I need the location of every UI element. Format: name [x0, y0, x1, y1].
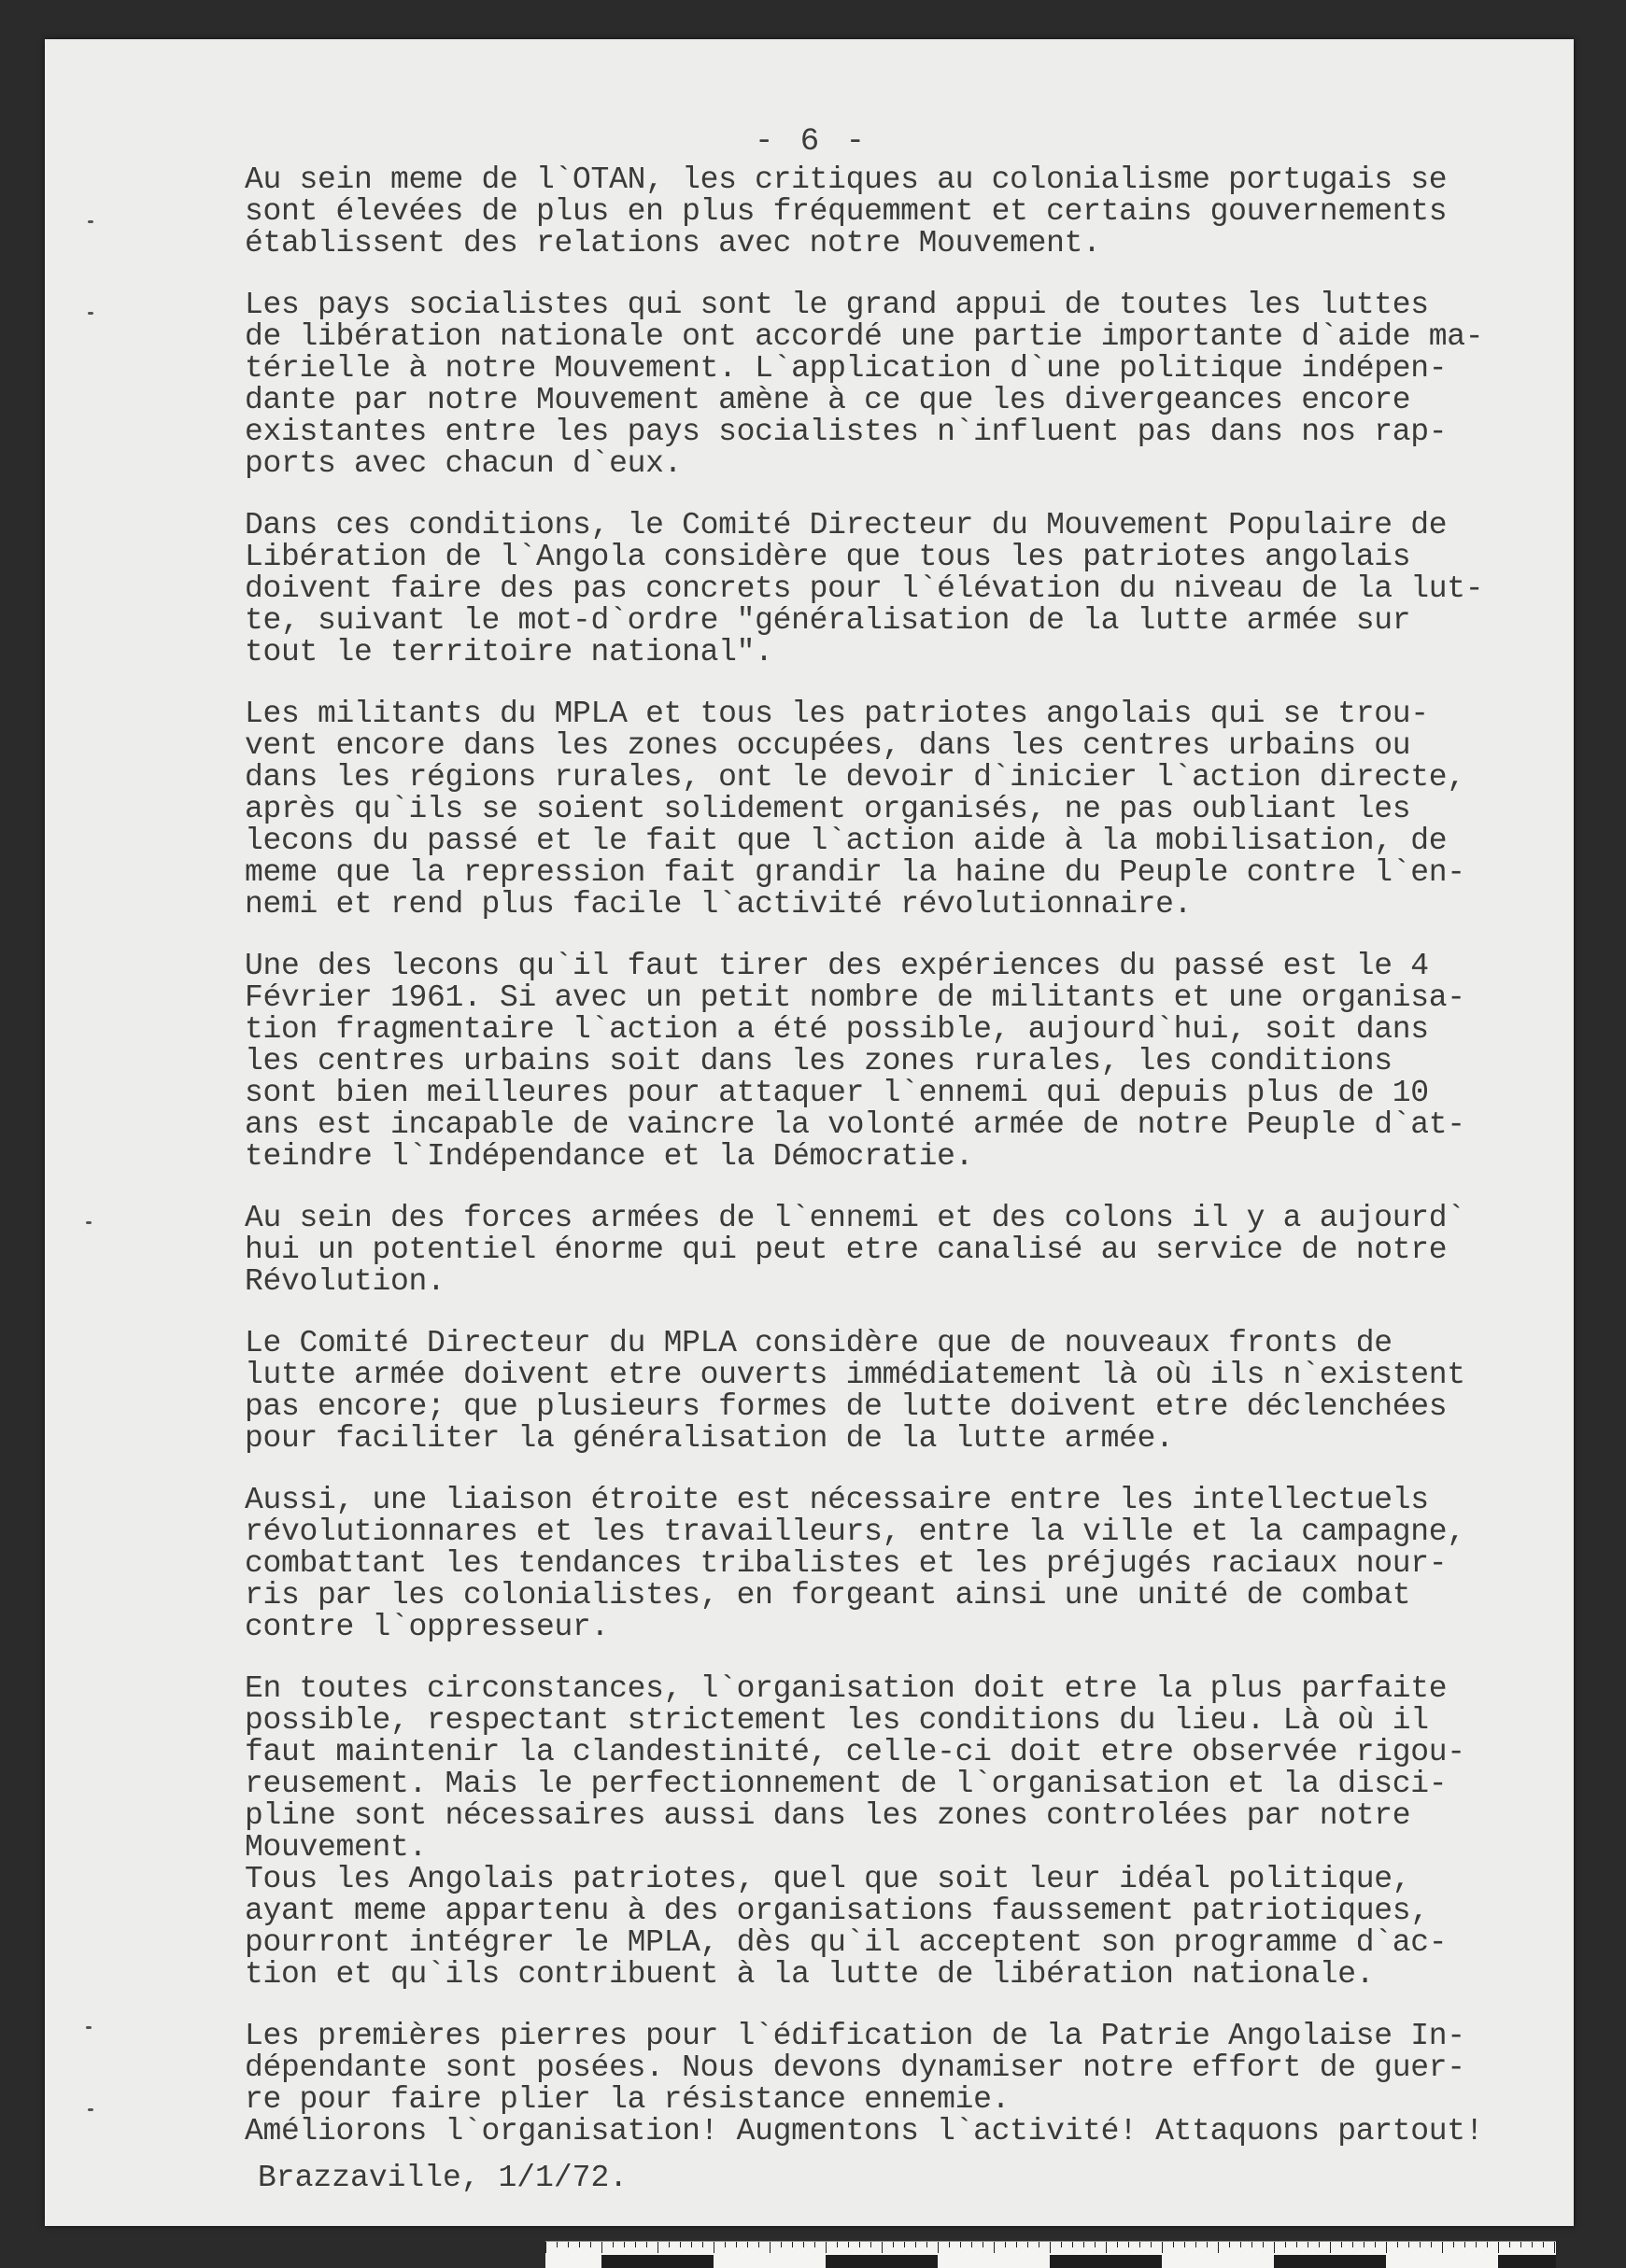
text-line: Aussi, une liaison étroite est nécessaire entre les intellectuels [245, 1483, 1429, 1517]
paragraph [245, 1485, 1534, 1643]
text-line: reusement. Mais le perfectionnement de l`organisation et la disci- [245, 1767, 1448, 1801]
text-line: Au sein des forces armées de l`ennemi et des colons il y a aujourd` [245, 1201, 1465, 1235]
ruler-tick [1050, 2242, 1051, 2253]
text-line: Tous les Angolais patriotes, quel que soit leur idéal politique, [245, 1862, 1411, 1896]
ruler-segment [601, 2255, 714, 2268]
ruler-tick [1251, 2242, 1252, 2247]
ruler-tick [1341, 2242, 1342, 2247]
ruler-tick [1263, 2242, 1264, 2247]
ruler-tick [1106, 2242, 1107, 2253]
ruler-tick [1431, 2242, 1432, 2247]
ruler-tick [613, 2242, 614, 2247]
ruler-tick [1520, 2242, 1521, 2247]
text-line: tion et qu`ils contribuent à la lutte de libération nationale. [245, 1957, 1375, 1992]
text-line: doivent faire des pas concrets pour l`élévation du niveau de la lut- [245, 571, 1484, 606]
scale-ruler [545, 2241, 1556, 2268]
ruler-tick [814, 2242, 815, 2247]
text-line: re pour faire plier la résistance ennemie. [245, 2082, 1011, 2117]
paragraph [245, 289, 1534, 480]
ruler-tick [938, 2242, 939, 2253]
ruler-tick [904, 2242, 905, 2247]
ruler-tick [736, 2242, 737, 2247]
ruler-tick [1386, 2242, 1387, 2253]
text-line: ans est incapable de vaincre la volonté armée de notre Peuple d`at- [245, 1107, 1465, 1142]
ruler-tick [949, 2242, 950, 2247]
margin-mark [88, 2108, 93, 2111]
ruler-tick [893, 2242, 894, 2247]
text-line: Une des lecons qu`il faut tirer des expériences du passé est le 4 [245, 949, 1429, 983]
ruler-tick [635, 2242, 636, 2247]
text-line: nemi et rend plus facile l`activité révolutionnaire. [245, 887, 1193, 922]
margin-mark [88, 312, 93, 315]
ruler-tick [1442, 2242, 1443, 2253]
ruler-tick [960, 2242, 961, 2247]
ruler-segment [1274, 2255, 1386, 2268]
text-line: après qu`ils se soient solidement organisés, ne pas oubliant les [245, 792, 1411, 826]
ruler-tick [926, 2242, 927, 2247]
ruler-tick [1532, 2242, 1533, 2247]
ruler-tick [870, 2242, 871, 2247]
ruler-tick [1117, 2242, 1118, 2247]
ruler-tick [1061, 2242, 1062, 2247]
text-line: hui un potentiel énorme qui peut etre canalisé au service de notre [245, 1233, 1448, 1267]
text-line: Dans ces conditions, le Comité Directeur du Mouvement Populaire de [245, 508, 1448, 542]
ruler-tick [1229, 2242, 1230, 2247]
ruler-tick [1375, 2242, 1376, 2247]
ruler-tick [680, 2242, 681, 2247]
paragraph [245, 698, 1534, 921]
text-line: vent encore dans les zones occupées, dans les centres urbains ou [245, 728, 1411, 763]
text-line: En toutes circonstances, l`organisation doit etre la plus parfaite [245, 1671, 1448, 1706]
text-line: meme que la repression fait grandir la haine du Peuple contre l`en- [245, 855, 1465, 890]
ruler-tick [971, 2242, 972, 2247]
ruler-tick [1207, 2242, 1208, 2247]
ruler-tick [1397, 2242, 1398, 2247]
text-line: ris par les colonialistes, en forgeant ainsi une unité de combat [245, 1578, 1411, 1613]
text-line: tout le territoire national". [245, 635, 773, 669]
ruler-tick [826, 2242, 827, 2253]
text-line: possible, respectant strictement les conditions du lieu. Là où il [245, 1703, 1429, 1738]
text-line: Mouvement. [245, 1830, 428, 1865]
text-line: établissent des relations avec notre Mouvement. [245, 226, 1101, 261]
text-line: ayant meme appartenu à des organisations faussement patriotiques, [245, 1894, 1429, 1928]
text-line: dans les régions rurales, ont le devoir d`inicier l`action directe, [245, 760, 1465, 795]
text-line: térielle à notre Mouvement. L`application d`une politique indépen- [245, 351, 1448, 386]
ruler-tick [1487, 2242, 1488, 2247]
text-line: tion fragmentaire l`action a été possible, aujourd`hui, soit dans [245, 1012, 1429, 1047]
ruler-tick [646, 2242, 647, 2247]
ruler-tick [837, 2242, 838, 2247]
ruler-tick [1296, 2242, 1297, 2247]
paragraph [245, 1673, 1534, 1991]
ruler-tick [1240, 2242, 1241, 2247]
ruler-tick [691, 2242, 692, 2247]
text-line: Révolution. [245, 1264, 445, 1299]
paragraph [245, 951, 1534, 1173]
ruler-tick [579, 2242, 580, 2247]
ruler-tick [1139, 2242, 1140, 2247]
ruler-tick [1083, 2242, 1084, 2247]
paragraph [245, 1203, 1534, 1298]
text-line: sont bien meilleures pour attaquer l`ennemi qui depuis plus de 10 [245, 1076, 1429, 1110]
text-line: Les pays socialistes qui sont le grand appui de toutes les luttes [245, 288, 1429, 322]
text-line: pourront intégrer le MPLA, dès qu`il acceptent son programme d`ac- [245, 1925, 1448, 1960]
text-line: Libération de l`Angola considère que tous les patriotes angolais [245, 540, 1411, 574]
text-line: révolutionnares et les travailleurs, entre la ville et la campagne, [245, 1514, 1465, 1549]
ruler-tick [557, 2242, 558, 2247]
ruler-tick [1319, 2242, 1320, 2247]
ruler-tick [1498, 2242, 1499, 2253]
ruler-tick [1218, 2242, 1219, 2253]
text-line: existantes entre les pays socialistes n`influent pas dans nos rap- [245, 415, 1448, 449]
ruler-tick [590, 2242, 591, 2247]
text-line: te, suivant le mot-d`ordre "généralisation de la lutte armée sur [245, 603, 1411, 638]
ruler-tick [770, 2242, 771, 2253]
text-line: les centres urbains soit dans les zones rurales, les conditions [245, 1044, 1393, 1078]
ruler-tick [545, 2242, 546, 2253]
ruler-tick [1195, 2242, 1196, 2247]
ruler-tick [1027, 2242, 1028, 2247]
ruler-tick [1330, 2242, 1331, 2253]
ruler-tick [1554, 2242, 1555, 2253]
ruler-tick [1151, 2242, 1152, 2247]
ruler-tick [1072, 2242, 1073, 2247]
margin-mark [86, 2026, 92, 2029]
text-line: lecons du passé et le fait que l`action aide à la mobilisation, de [245, 824, 1448, 858]
text-line: pour faciliter la généralisation de la lutte armée. [245, 1421, 1174, 1456]
text-line: pline sont nécessaires aussi dans les zones controlées par notre [245, 1798, 1411, 1833]
ruler-tick [1162, 2242, 1163, 2253]
ruler-tick [669, 2242, 670, 2247]
ruler-segment [1498, 2255, 1556, 2268]
ruler-tick [1543, 2242, 1544, 2247]
paragraph [245, 2021, 1534, 2148]
paragraph [245, 1328, 1534, 1455]
ruler-tick [848, 2242, 849, 2247]
paragraph [245, 164, 1534, 260]
ruler-tick [568, 2242, 569, 2247]
ruler-tick [781, 2242, 782, 2247]
ruler-tick [1016, 2242, 1017, 2247]
ruler-tick [1352, 2242, 1353, 2247]
paragraph [245, 510, 1534, 669]
ruler-tick [1420, 2242, 1421, 2247]
ruler-tick [1509, 2242, 1510, 2247]
ruler-tick [1184, 2242, 1185, 2247]
ruler-tick [702, 2242, 703, 2247]
ruler-tick [657, 2242, 658, 2253]
ruler-segment [1050, 2255, 1162, 2268]
ruler-tick [1095, 2242, 1096, 2247]
text-line: sont élevées de plus en plus fréquemment et certains gouvernements [245, 194, 1448, 229]
margin-mark [88, 220, 93, 223]
text-line: contre l`oppresseur. [245, 1610, 610, 1644]
text-line: pas encore; que plusieurs formes de lutte doivent etre déclenchées [245, 1389, 1448, 1424]
text-line: Les premières pierres pour l`édification de la Patrie Angolaise In- [245, 2019, 1465, 2053]
text-line: teindre l`Indépendance et la Démocratie. [245, 1139, 974, 1174]
ruler-tick [1476, 2242, 1477, 2247]
text-line: ports avec chacun d`eux. [245, 446, 683, 481]
ruler-tick [758, 2242, 759, 2247]
text-line: Au sein meme de l`OTAN, les critiques au colonialisme portugais se [245, 162, 1448, 197]
ruler-tick [601, 2242, 602, 2253]
ruler-tick [1464, 2242, 1465, 2247]
text-line: Février 1961. Si avec un petit nombre de militants et une organisa- [245, 980, 1465, 1015]
ruler-tick [803, 2242, 804, 2247]
document-body [245, 164, 1534, 2148]
ruler-segment [826, 2255, 938, 2268]
ruler-tick [994, 2242, 995, 2253]
text-line: de libération nationale ont accordé une partie importante d`aide ma- [245, 319, 1484, 354]
page-number: - 6 - [755, 124, 870, 160]
text-line: combattant les tendances tribalistes et les préjugés raciaux nour- [245, 1546, 1448, 1581]
text-line: dépendante sont posées. Nous devons dynamiser notre effort de guer- [245, 2050, 1465, 2085]
ruler-tick [747, 2242, 748, 2247]
text-line: Les militants du MPLA et tous les patriotes angolais qui se trou- [245, 697, 1429, 731]
place-date-signoff: Brazzaville, 1/1/72. [258, 2161, 629, 2195]
margin-mark [86, 1221, 92, 1224]
ruler-tick [1274, 2242, 1275, 2253]
ruler-tick [1128, 2242, 1129, 2247]
ruler-tick [725, 2242, 726, 2247]
ruler-tick [1173, 2242, 1174, 2247]
text-line: Améliorons l`organisation! Augmentons l`activité! Attaquons partout! [245, 2114, 1484, 2148]
ruler-tick [1005, 2242, 1006, 2247]
ruler-tick [882, 2242, 883, 2253]
text-line: lutte armée doivent etre ouverts immédiatement là où ils n`existent [245, 1358, 1465, 1392]
text-line: faut maintenir la clandestinité, celle-ci doit etre observée rigou- [245, 1735, 1465, 1769]
ruler-tick [1453, 2242, 1454, 2247]
ruler-tick [915, 2242, 916, 2247]
ruler-tick [1408, 2242, 1409, 2247]
text-line: Le Comité Directeur du MPLA considère que de nouveaux fronts de [245, 1326, 1393, 1360]
ruler-tick [859, 2242, 860, 2247]
text-line: dante par notre Mouvement amène à ce que les divergeances encore [245, 383, 1411, 417]
ruler-tick [1285, 2242, 1286, 2247]
ruler-tick [792, 2242, 793, 2247]
ruler-tick [624, 2242, 625, 2247]
